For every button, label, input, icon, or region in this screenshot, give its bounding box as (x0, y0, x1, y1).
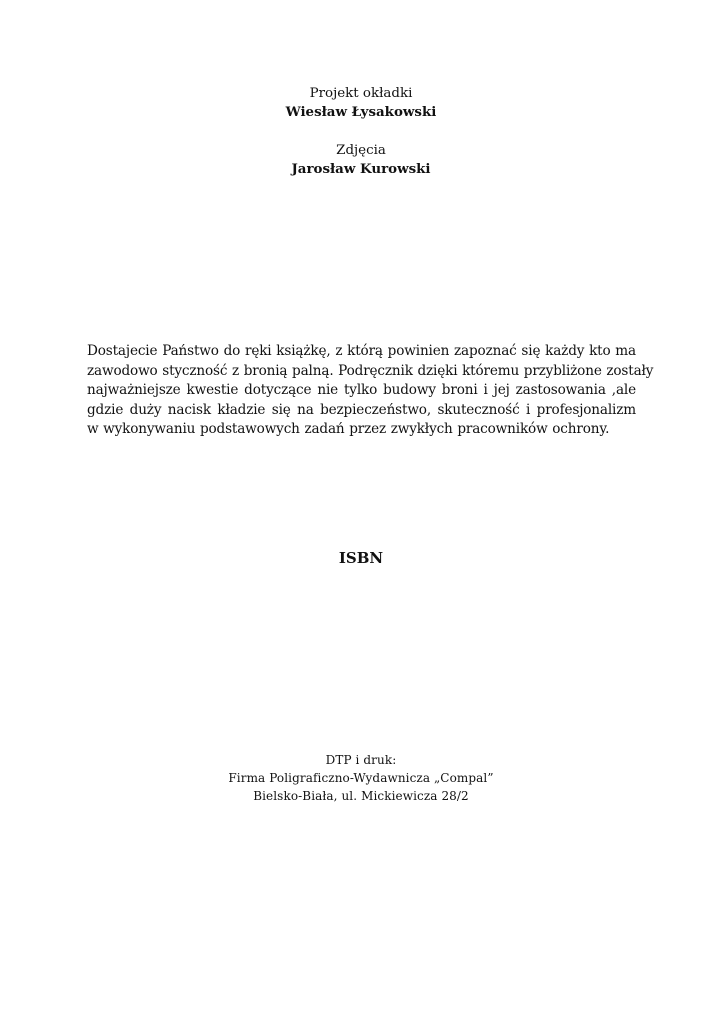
photos-label: Zdjęcia (336, 143, 386, 158)
description-line: najważniejsze kwestie dotyczące nie tylko budowy broni i jej zastosowania ,ale (87, 382, 636, 398)
printer-company: Firma Poligraficzno-Wydawnicza „Compal” (228, 771, 494, 785)
description-line: Dostajecie Państwo do ręki książkę, z którą powinien zapoznać się każdy kto ma (87, 343, 636, 359)
description-line: gdzie duży nacisk kładzie się na bezpieczeństwo, skuteczność i profesjonalizm (87, 401, 636, 418)
cover-design-label: Projekt okładki (309, 86, 413, 101)
printer-address: Bielsko-Biała, ul. Mickiewicza 28/2 (253, 789, 469, 803)
description-line: zawodowo styczność z bronią palną. Podręcznik dzięki któremu przybliżone zostały (87, 362, 654, 379)
book-description (87, 342, 654, 440)
photos-author: Jarosław Kurowski (291, 161, 431, 177)
printer-heading: DTP i druk: (325, 753, 397, 767)
credits-spacer (0, 122, 722, 141)
description-line: w wykonywaniu podstawowych zadań przez zwykłych pracowników ochrony. (87, 421, 610, 437)
credits-block (0, 84, 722, 179)
isbn-label: ISBN (338, 549, 384, 567)
cover-design-author: Wiesław Łysakowski (285, 104, 437, 120)
printer-info (0, 751, 722, 805)
